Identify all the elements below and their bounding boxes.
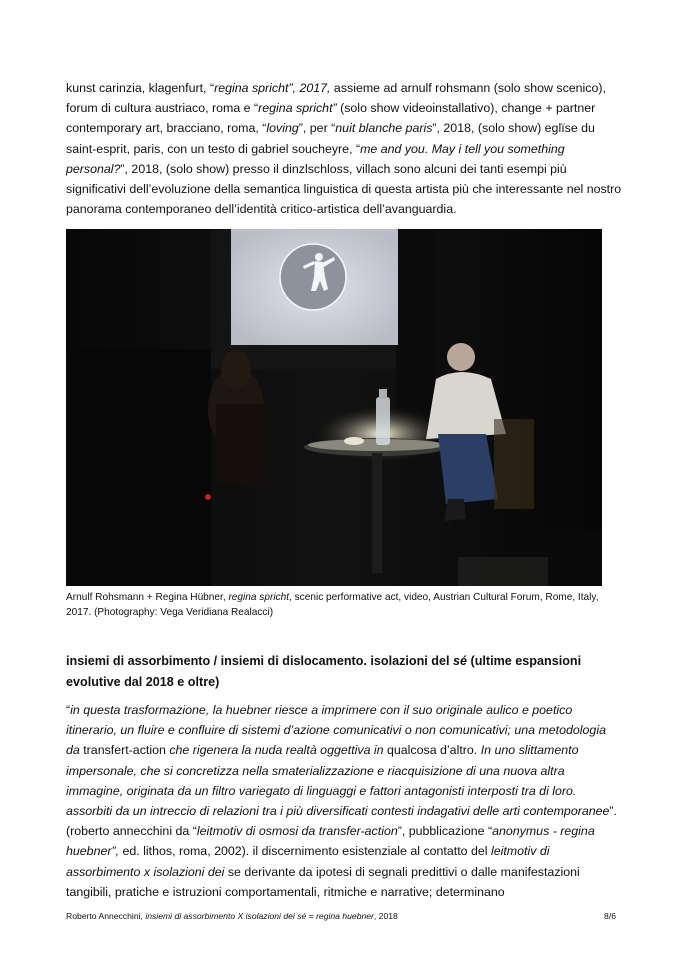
performance-photo-graphic: [66, 229, 602, 586]
paragraph1-segment: me and you. May i tell you something personal?: [66, 141, 565, 176]
footer-title: insiemi di assorbimento X isolazioni dei sé = regina huebner: [145, 911, 374, 921]
photo-caption: [66, 591, 606, 620]
paragraph1-segment: kunst carinzia, klagenfurt, “: [66, 81, 215, 95]
paragraph2-segment: ”. (roberto annecchini da “: [66, 804, 617, 839]
paragraph1-segment: loving: [266, 121, 299, 136]
body-paragraph-1: [66, 78, 622, 219]
paragraph1-segment: (solo show videoinstallativo), change + partner contemporary art, bracciano, roma, “: [66, 101, 596, 136]
paragraph2-segment: ”, pubblicazione “: [397, 824, 493, 839]
paragraph2-segment: leitmotiv di assorbimento x isolazioni dei: [66, 844, 550, 879]
paragraph1-segment: ”, 2018, (solo show) eglïse du saint-esprit, paris, con un testo di gabriel soucheyre, “: [66, 121, 595, 156]
paragraph2-segment: ed. lithos, roma, 2002). il discernimento esistenziale al contatto del: [119, 844, 491, 859]
caption-segment: regina spricht: [228, 592, 290, 603]
body-paragraph-2: [66, 700, 622, 902]
paragraph2-segment: in questa trasformazione, la huebner riesce a imprimere con il suo originale aulico e poetico itinerario, un fluire e confluire di sistemi d’azione comunicativi o non comunicativi; una metodologia da: [66, 703, 606, 758]
paragraph2-segment: qualcosa d’altro.: [387, 743, 481, 758]
paragraph2-segment: transfert-action: [83, 743, 170, 758]
paragraph2-segment: leitmotiv di osmosi da transfer-action: [196, 824, 398, 839]
heading-segment: (ultime espansioni evolutive dal 2018 e oltre): [66, 654, 582, 689]
paragraph1-segment: assieme ad arnulf rohsmann (solo show scenico), forum di cultura austriaco, roma e “: [66, 81, 606, 116]
paragraph1-segment: ”, 2018, (solo show) presso il dinzlschloss, villach sono alcuni dei tanti esempi più significativi dell’evoluzione della semantica linguistica di questa artista più che interessante nel nostro panorama contemporaneo dell’identità critico-artistica dell’avanguardia.: [66, 161, 622, 217]
page-number: 8/6: [604, 911, 616, 921]
paragraph2-segment: “: [66, 703, 71, 717]
paragraph2-segment: In uno slittamento impersonale, che si concretizza nella smaterializzazione e riacquisizione di una nuova altra immagine, originata da un filtro variegato di linguaggi e fattori antagonisti interposti tra di loro. assorbiti da un intreccio di relazioni tra i più diversificati contesti indagativi delle arti contemporanee: [66, 743, 610, 819]
caption-segment: , scenic performative act, video, Austrian Cultural Forum, Rome, Italy, 2017. (Photography: Vega Veridiana Realacci): [66, 592, 599, 618]
paragraph2-segment: anonymus - regina huebner”,: [66, 824, 595, 859]
heading-segment: sé: [453, 654, 468, 668]
paragraph1-segment: regina spricht”: [258, 101, 337, 116]
paragraph1-segment: ”, per “: [298, 121, 336, 136]
paragraph2-segment: se derivante da ipotesi di segnali predittivi o dalle manifestazioni tangibili, pratiche e istruzioni comportamentali, ritmiche e narrative; determinano: [66, 864, 580, 899]
paragraph1-segment: nuit blanche paris: [335, 121, 433, 136]
footer-author: Roberto Annecchini,: [66, 911, 146, 921]
performance-photo: [66, 229, 602, 586]
page-footer: [66, 910, 616, 922]
heading-segment: insiemi di assorbimento / insiemi di dislocamento. isolazioni del: [66, 654, 453, 668]
caption-segment: Arnulf Rohsmann + Regina Hübner,: [66, 592, 229, 603]
paragraph2-segment: che rigenera la nuda realtà oggettiva in: [169, 743, 387, 758]
paragraph1-segment: regina spricht”, 2017,: [214, 81, 331, 95]
footer-year: , 2018: [373, 911, 398, 921]
section-heading: [66, 651, 622, 693]
